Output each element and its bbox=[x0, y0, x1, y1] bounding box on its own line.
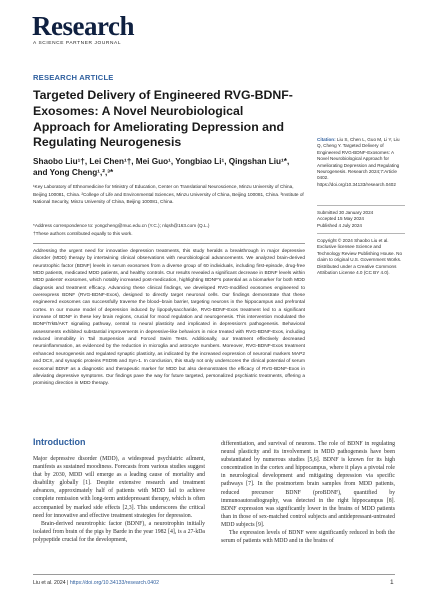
correspondence-block bbox=[33, 222, 305, 237]
sidebar-divider-2 bbox=[317, 233, 405, 234]
footer-doi-link[interactable]: https://doi.org/10.34133/research.0402 bbox=[69, 580, 159, 586]
copyright-notice: Copyright © 2024 Shaobo Liu et al. Exclusive licensee Science and Technology Review Publishing House. No claim to original U.S. Government Works. Distributed under a Creative Commons Attribution License 4.0 (CC BY 4.0). bbox=[317, 238, 403, 276]
abstract-divider bbox=[33, 243, 305, 244]
citation-block bbox=[317, 137, 405, 188]
intro-column-right bbox=[221, 440, 395, 545]
page-number: 1 bbox=[390, 579, 394, 586]
accepted-date: Accepted 15 May 2024 bbox=[317, 216, 364, 222]
intro-column-left bbox=[33, 455, 205, 544]
published-date: Published 4 July 2024 bbox=[317, 222, 362, 228]
footer-authors: Liu et al. 2024 | bbox=[33, 580, 69, 586]
article-type: RESEARCH ARTICLE bbox=[33, 73, 114, 82]
abstract: Addressing the urgent need for innovative depression treatments, this study heralds a breakthrough in major depressive disorder (MDD) therapy by intertwining clinical observations with neurobiological advancements. We analyzed brain-derived neurotrophic factor (BDNF) levels in serum exosomes from a diverse group of 60 individuals, including first-episode, drug-free MDD patients, medicated MDD patients, and healthy controls. Our results revealed a significant decrease in BDNF levels within MDD patients' exosomes, which notably increased post-medication, highlighting BDNF's potential as a biomarker for both MDD diagnosis and treatment efficacy. Advancing these clinical findings, we developed RVG-modified exosomes engineered to overexpress BDNF (RVG-BDNF-Exos), designed to directly target neuronal cells. Our findings demonstrate that these engineered exosomes can successfully traverse the blood–brain barrier, targeting neurons in the hippocampus and prefrontal cortex. In our mouse model of depression induced by lipopolysaccharide, RVG-BDNF-Exos treatment led to a significant increase of BDNF in these key brain regions, crucial for mood regulation and neurogenesis. This intervention modulated the BDNF/TrkB/AKT signaling pathway, central to neural plasticity and implicated in depression's pathogenesis. Behavioral assessments exhibited substantial improvements in depressive-like behaviors in mice treated with RVG-BDNF-Exos, including reduced immobility in Tail Suspension and Forced Swim Tests. Additionally, our treatment effectively decreased neuroinflammation, as evidenced by the reduction in microglia and astrocyte numbers. Moreover, RVG-BDNF-Exos treatment enhanced neurogenesis and regulated synaptic plasticity, as indicated by the increased expression of neuronal markers MAP2 and DCX, and synaptic proteins PSD95 and Syn-1. In conclusion, this study not only underscores the clinical potential of serum exosomal BDNF as a diagnostic and therapeutic marker for MDD but also demonstrates the efficacy of RVG-BDNF-Exos in alleviating depressive symptoms. Our findings pave the way for future targeted, personalized psychiatric treatments, offering a promising direction in MDD therapy. bbox=[33, 249, 305, 387]
correspondence-address: *Address correspondence to: yongcheng@muc.edu.cn (Y.C.); nlqsh@163.com (Q.L.) bbox=[33, 223, 210, 228]
intro-paragraph: Major depressive disorder (MDD), a widespread psychiatric ailment, manifests as sustained moodiness. Forecasts from various studies suggest that by 2030, MDD will emerge as a leading cause of mortality and disability globally [1]. Despite extensive research and treatment advances, approximately half of patients with MDD fail to achieve complete remission with long-term antidepressant therapy, which is often accompanied by marked side effects [2,3]. This underscores the critical need for innovative and effective treatment strategies for depression. bbox=[33, 456, 205, 519]
citation-label: Citation: bbox=[317, 137, 336, 142]
article-title: Targeted Delivery of Engineered RVG-BDNF-Exosomes: A Novel Neurobiological Approach for Ameliorating Depression and Regulating Neurogenesis bbox=[33, 88, 293, 150]
affiliations: ¹Key Laboratory of Ethnomedicine for Ministry of Education, Center on Translational Neuroscience, Minzu University of China, Beijing 100081, China. ²College of Life and Environmental Sciences, Minzu University of China, Beijing 100081, China. ³Institute of National Security, Minzu University of China, Beijing 100081, China. bbox=[33, 184, 304, 205]
journal-tagline: A SCIENCE PARTNER JOURNAL bbox=[33, 41, 122, 46]
sidebar-divider-1 bbox=[317, 205, 405, 206]
equal-contribution-note: †These authors contributed equally to this work. bbox=[33, 230, 133, 236]
citation-text[interactable]: Liu S, Chen L, Guo M, Li Y, Liu Q, Cheng Y. Targeted Delivery of Engineered RVG-BDNF-Exosomes: A Novel Neurobiological Approach for Ameliorating Depression and Regulating Neurogenesis. Research 2024;7:Article 0402. https://doi.org/10.34133/research.0402 bbox=[317, 137, 400, 187]
submitted-date: Submitted 30 January 2024 bbox=[317, 210, 374, 215]
footer-citation bbox=[33, 580, 159, 586]
journal-name: Research bbox=[32, 11, 134, 41]
intro-paragraph: Brain-derived neurotrophic factor (BDNF), a neurotrophin initially isolated from brain of the pigs by Barde in the year 1982 [4], is a 27-kDa polypeptide crucial for the development, bbox=[33, 520, 205, 543]
footer-divider bbox=[33, 574, 395, 575]
intro-paragraph: The expression levels of BDNF were significantly reduced in both the serum of patients with MDD and in the brains of bbox=[221, 530, 395, 545]
author-list: Shaobo Liu¹†, Lei Chen¹†, Mei Guo¹, Yongbiao Li¹, Qingshan Liu¹*, and Yong Cheng¹,²,³* bbox=[33, 157, 290, 178]
introduction-heading: Introduction bbox=[33, 437, 86, 447]
intro-paragraph: differentiation, and survival of neurons. The role of BDNF in regulating neural plasticity and its involvement in MDD pathogenesis have been substantiated by numerous studies [5,6]. BDNF is known for its high concentration in the cortex and hippocampus, where it plays a pivotal role in neurological development and mitigating depression via specific pathways [7]. In the postmortem brain samples from MDD patients, reduced precursor BDNF (proBDNF), quantified by immunoautoradiography, was detected in the right hippocampus [8]. BDNF expression was significantly lower in the brains of MDD patients than in those of sex-matched control subjects and antidepressant-untreated MDD subjects [9]. bbox=[221, 441, 395, 528]
dates-block bbox=[317, 210, 405, 229]
